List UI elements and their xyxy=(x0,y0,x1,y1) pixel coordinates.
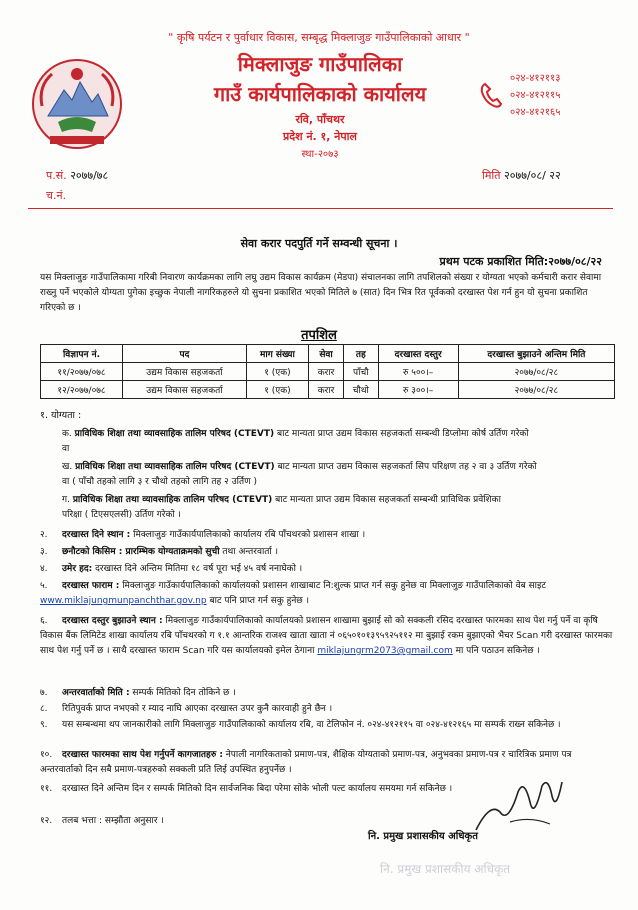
item-text: नेपाली नागरिकताको प्रमाण-पत्र, शैक्षिक योग्यताको प्रमाण-पत्र, अनुभवका प्रमाण-पत्र र चारित्रिक प्रमाण पत्र अन्तरवार्ताको दिन सबै प्रमाण-पत्रहरुको सक्कली प्रति लिई उपस्थित हनुपर्नेछ । xyxy=(40,750,572,775)
office-title: मिक्लाजुङ गाउँपालिका xyxy=(237,52,403,76)
notice-item xyxy=(40,528,615,543)
patra-label: प.सं. xyxy=(46,169,67,182)
qualifications-heading: १. योग्यता : xyxy=(40,410,82,421)
notice-item xyxy=(40,579,615,609)
item-number: ११. xyxy=(40,784,53,794)
address-line-2: प्रदेश नं. १, नेपाल xyxy=(283,130,357,143)
item-number: ९. xyxy=(40,720,48,730)
item-label: दरखास्त दिने स्थान : xyxy=(62,530,131,540)
table-cell: १ (एक) xyxy=(246,363,308,381)
item-text: दरखास्त दिने अन्तिम दिन र सम्पर्क मितिको दिन सार्वजनिक बिदा परेमा सोके भोली पल्ट कार्यालय समयमा गर्न सकिनेछ । xyxy=(62,784,453,794)
table-cell: रु ५००।– xyxy=(378,363,458,381)
patra-sankhya xyxy=(46,168,108,183)
item-text: तथा अन्तरवार्ता । xyxy=(219,547,279,557)
phone-number: ०२४-४१२११३ xyxy=(510,73,561,84)
details-heading: तपशिल xyxy=(301,328,337,343)
item-number: ८. xyxy=(40,704,48,714)
table-cell: ११/२०७७/०७८ xyxy=(41,363,123,381)
vacancy-table xyxy=(40,344,615,399)
qualification-continuation: वा ( पाँचौ तहको लागि ३ र चौथो तहको लागि तह २ उर्तिण ) xyxy=(62,477,257,487)
qualification-letter: क. xyxy=(62,429,72,439)
item-label: छनौटको किसिम : प्रारम्भिक योग्यताक्रमको सुची xyxy=(62,547,220,557)
table-row xyxy=(41,381,615,399)
table-cell: करार xyxy=(309,363,344,381)
item-text-after: बाट पनि प्राप्त गर्न सकु हुनेछ । xyxy=(206,596,309,606)
column-header: तह xyxy=(344,345,378,363)
item-number: ३. xyxy=(40,547,48,557)
item-label: उमेर हद: xyxy=(62,564,93,574)
qualification-letter: ग. xyxy=(62,495,70,505)
notice-item xyxy=(40,545,615,560)
item-label: दरखास्त फारमका साथ पेश गर्नुपर्ने कागजातहरु : xyxy=(62,750,223,760)
column-header: पद xyxy=(123,345,247,363)
signatory-title: नि. प्रमुख प्रशासकीय अधिकृत xyxy=(368,831,478,842)
item-number: २. xyxy=(40,530,48,540)
office-subtitle: गाउँ कार्यपालिकाको कार्यालय xyxy=(213,82,427,106)
first-published-date: प्रथम पटक प्रकाशित मिति:२०७७/०८/२२ xyxy=(439,255,602,268)
item-text: मिक्लाजुङ गाउँकार्यपालिकाको कार्यालयको प्रशासन शाखाबाट नि:शुल्क प्राप्त गर्न सकु हुनेछ वा मिक्लाजुङ गाउँपालिकाको वेब साइट xyxy=(119,581,546,591)
column-header: दरखास्त बुझाउने अन्तिम मिति xyxy=(458,345,614,363)
item-text-after: मा पनि पठाउन सकिनेछ । xyxy=(452,646,540,656)
column-header: दरखास्त दस्तुर xyxy=(378,345,458,363)
table-cell: चौथो xyxy=(344,381,378,399)
notice-item xyxy=(40,614,615,659)
item-text: दरखास्त दिने अन्तिम मितिमा १८ वर्ष पूरा भई ४५ वर्ष ननाघेको । xyxy=(92,564,303,574)
item-label: दरखास्त फाराम : xyxy=(62,581,120,591)
item-number: १०. xyxy=(40,750,53,760)
patra-value: २०७७/७८ xyxy=(70,169,109,182)
established-line: स्था-२०७३ xyxy=(301,149,339,160)
qualification-item xyxy=(62,460,612,490)
qualification-text: बाट मान्यता प्राप्त उद्यम विकास सहजकर्ता सम्बन्धी डिप्लोमा कोर्ष उर्तिण गरेको xyxy=(274,429,529,439)
qualification-council: प्राविधिक शिक्षा तथा व्यावसाहिक तालिम परिषद (CTEVT) xyxy=(75,462,275,472)
notice-item xyxy=(40,686,615,701)
date-value: २०७७/०८/ २२ xyxy=(504,169,561,182)
qualification-item xyxy=(62,427,612,457)
phone-number: ०२४-४१२१६५ xyxy=(510,107,561,118)
item-text: मिक्लाजुङ गाउँकार्यपालिकाको कार्यालय रबि पाँचथरको प्रशासन शाखा । xyxy=(130,530,366,540)
intro-paragraph: यस मिक्लाजुङ गाउँपालिकामा गरिबी निवारण कार्यक्रमका लागि लघु उद्यम विकास कार्यक्रम (मेडपा) संचालनका लागि तपशिलको संख्या र योग्यता भएको कर्मचारी करार सेवामा राख्नु पर्ने भएकोले योग्यता पुगेका इच्छुक नेपाली नागरिकहरुले यो सुचना प्रकाशित भएको मितिले ७ (सात) दिन भित्र रित पूर्वकको दरखास्त पेश गर्न हुन यो सुचना प्रकाशित गरिएको छ । xyxy=(40,273,602,313)
item-text: सम्पर्क मितिको दिन तोकिने छ । xyxy=(129,688,236,698)
signature-image xyxy=(470,772,566,838)
table-cell: २०७७/०८/२८ xyxy=(458,381,614,399)
qualification-item xyxy=(62,493,612,523)
official-stamp: नि. प्रमुख प्रशासकीय अधिकृत xyxy=(380,862,511,876)
item-label: दरखास्त दस्तुर बुझाउने स्थान : xyxy=(62,616,163,626)
date-line xyxy=(482,168,561,183)
table-cell: रु ३००।– xyxy=(378,381,458,399)
table-cell: करार xyxy=(309,381,344,399)
qualification-council: प्राविधिक शिक्षा तथा व्यावसाहिक तालिम परिषद (CTEVT) xyxy=(72,495,273,505)
table-cell: १२/२०७७/०७८ xyxy=(41,381,123,399)
item-number: ४. xyxy=(40,564,48,574)
item-number: ६. xyxy=(40,616,48,626)
table-cell: उद्यम विकास सहजकर्ता xyxy=(123,381,247,399)
motto: " कृषि पर्यटन र पुर्वाधार विकास, सम्बृद्ध मिक्लाजुङ गाउँपालिकाको आधार " xyxy=(168,31,470,44)
notice-item xyxy=(40,562,615,577)
item-text: यस सम्बन्धमा थप जानकारीको लागि मिक्लाजुङ गाउँपालिकाको कार्यालय रबि, वा टेलिफोन नं. ०२४-४१२११५ वा ०२४-४१२१६५ मा सम्पर्क राख्न सकिनेछ । xyxy=(62,720,561,730)
column-header: माग संख्या xyxy=(246,345,308,363)
item-text: मिक्लाजुङ गाउँकार्यपालिकाको कार्यालयको प्रशासन शाखामा बुझाई सो को सक्कली रसिद दरखास्त फारमका साथ पेश गर्नु पर्ने वा कृषि विकास बैंक लिमिटेड शाखा कार्यालय रबि पाँचथरको ग १.१ आन्तरिक राजश्व खाता खाता नं ०६५०१०१३९५९२५११२ मा बुझाई रकम बुझाएको भैचर Scan गरी दरखास्त फारमका साथ पेश गर्नु पर्ने छ । साथै दरखास्त फाराम Scan गरि यस कार्यालयको इमेल ठेगाना xyxy=(40,616,613,656)
item-text: रितिपुवर्क प्राप्त नभएको र म्याद नाघि आएका दरखास्त उपर कुनै कारवाही हुने छैन । xyxy=(62,704,333,714)
email-link[interactable]: miklajungrm2073@gmail.com xyxy=(317,646,453,656)
chalani-label: च.नं. xyxy=(46,189,67,202)
qualification-council: प्राविधिक शिक्षा तथा व्यावसाहिक तालिम परिषद (CTEVT) xyxy=(74,429,275,439)
item-text: तलब भत्ता : सम्झौता अनुसार । xyxy=(62,816,164,826)
table-cell: १ (एक) xyxy=(246,381,308,399)
phone-icon xyxy=(480,82,502,108)
item-number: ५. xyxy=(40,581,48,591)
qualification-continuation: परिक्षा ( टिएसएलसी) उर्तिण गरेको । xyxy=(62,510,181,520)
qualification-letter: ख. xyxy=(62,462,73,472)
header-divider xyxy=(28,208,613,209)
notice-title: सेवा करार पदपुर्ति गर्ने सम्वन्धी सूचना । xyxy=(240,237,398,250)
website-link[interactable]: www.miklajungmunpanchthar.gov.np xyxy=(40,596,207,606)
table-header-row xyxy=(41,345,615,363)
qualification-text: बाट मान्यता प्राप्त उद्यम विकास सहजकर्ता सम्बन्धी प्राविधिक प्रवेशिका xyxy=(272,495,501,505)
table-row xyxy=(41,363,615,381)
item-label: अन्तरवार्ताको मिति : xyxy=(62,688,130,698)
table-cell: २०७७/०८/२८ xyxy=(458,363,614,381)
notice-item xyxy=(40,782,480,797)
notice-item xyxy=(40,718,615,733)
phone-numbers xyxy=(510,70,560,121)
notice-item xyxy=(40,702,615,717)
item-number: ७. xyxy=(40,688,48,698)
qualification-text: बाट मान्यता प्राप्त उद्यम विकास सहजकर्ता सिप परिक्षण तह २ वा ३ उर्तिण गरेको xyxy=(274,462,537,472)
qualification-continuation: वा xyxy=(62,444,70,454)
column-header: विज्ञापन नं. xyxy=(41,345,123,363)
address-line-1: रवि, पाँचथर xyxy=(295,113,345,126)
column-header: सेवा xyxy=(309,345,344,363)
date-label: मिति xyxy=(482,169,501,182)
table-cell: पाँचौ xyxy=(344,363,378,381)
table-cell: उद्यम विकास सहजकर्ता xyxy=(123,363,247,381)
nepal-emblem-icon xyxy=(28,56,126,152)
item-number: १२. xyxy=(40,816,53,826)
phone-number: ०२४-४१२११५ xyxy=(510,90,561,101)
